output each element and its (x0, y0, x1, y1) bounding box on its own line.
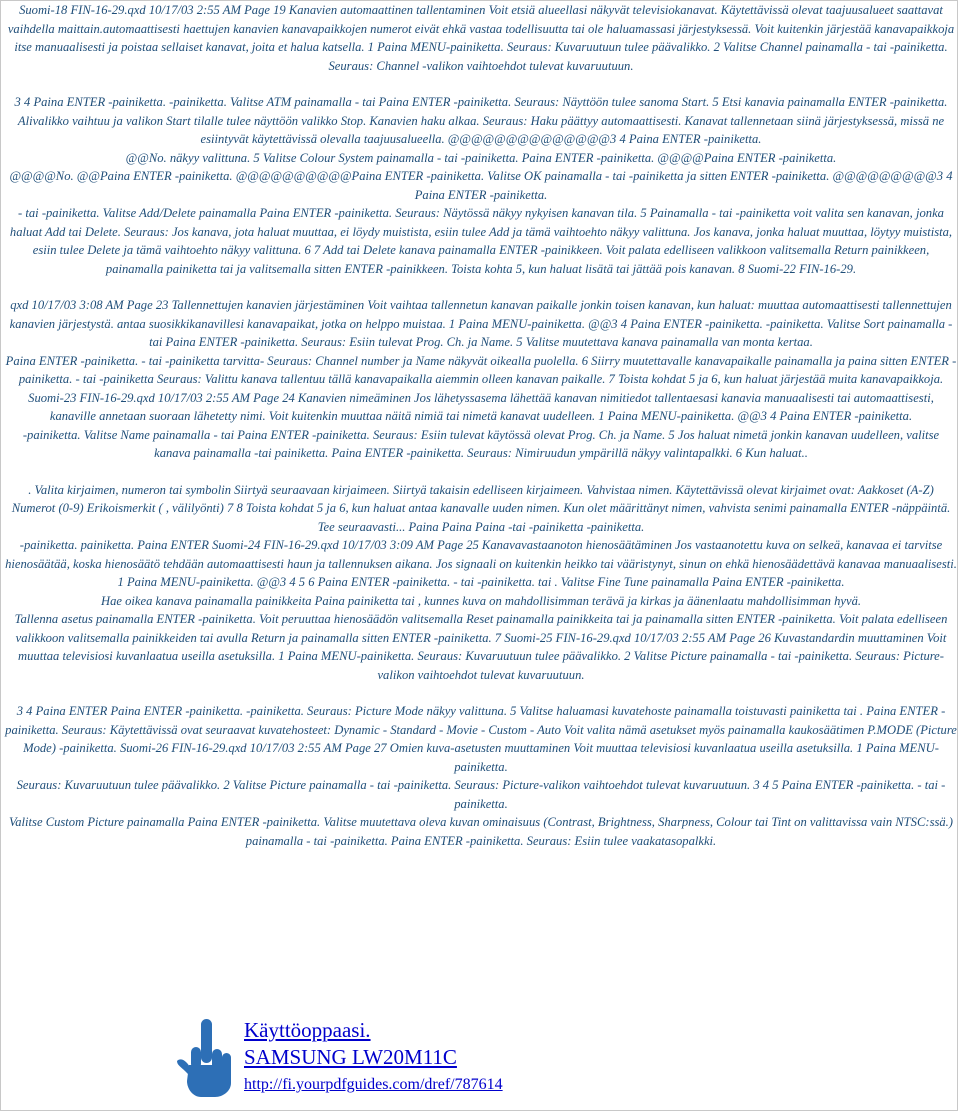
paragraph-2: 3 4 Paina ENTER -painiketta. -painiketta. Valitse ATM painamalla - tai Paina ENTER -painiketta. Seuraus: Näyttöön tulee sanoma Start. 5 Etsi kanavia painamalla ENTER -painiketta. Alivalikko vaihtuu ja valikon Start tilalle tulee näyttöön valikko Stop. Kanavien haku alkaa. Seuraus: Haku päättyy automaattisesti. Kanavat tallennetaan siinä järjestyksessä, missä ne esiintyvät käytettävissä olevalla taajuusalueella. @@@@@@@@@@@@@@3 4 Paina ENTER -painiketta. (14, 95, 948, 146)
model-link[interactable]: SAMSUNG LW20M11C (244, 1045, 457, 1069)
paragraph-11: -painiketta. painiketta. Paina ENTER Suomi-24 FIN-16-29.qxd 10/17/03 3:09 AM Page 25 Kanavavastaanoton hienosäätäminen Jos vastaanotettu kuva on selkeä, kanavaa ei tarvitse hienosäätää, koska hienosäätö tehdään automaattisesti haun ja tallennuksen aikana. Jos signaali on kuitenkin heikko tai vääristynyt, sinun on ehkä hienosäädettävä kanavaa manuaalisesti. (5, 538, 957, 571)
footer (171, 1013, 691, 1108)
paragraph-17: Valitse Custom Picture painamalla Paina ENTER -painiketta. Valitse muutettava oleva kuvan ominaisuus (Contrast, Brightness, Sharpness, Colour tai Tint on valittavissa vain NTSC:ssä.) painamalla - tai -painiketta. Paina ENTER -painiketta. Seuraus: Esiin tulee vaakatasopalkki. (8, 815, 954, 848)
paragraph-14: Tallenna asetus painamalla ENTER -painiketta. Voit peruuttaa hienosäädön valitsemalla Reset painamalla painikkeita tai ja painamalla sitten ENTER -painiketta. Voit palata edelliseen valikkoon valitsemalla painikkeiden tai avulla Return ja painamalla sitten ENTER -painiketta. 7 Suomi-25 FIN-16-29.qxd 10/17/03 2:55 AM Page 26 Kuvastandardin muuttaminen Voit muuttaa televisiosi kuvanlaatua useilla asetuksilla. 1 Paina MENU-painiketta. Seuraus: Kuvaruutuun tulee päävalikko. 2 Valitse Picture painamalla - tai -painiketta. Seuraus: Picture-valikon vaihtoehdot tulevat kuvaruutuun. (14, 612, 948, 682)
footer-links (244, 1013, 503, 1097)
paragraph-9: -painiketta. Valitse Name painamalla - tai Paina ENTER -painiketta. Seuraus: Esiin tulevat käytössä olevat Prog. Ch. ja Name. 5 Jos haluat nimetä jonkin kanavan uudelleen, valitse kanava painamalla -tai painiketta. Paina ENTER -painiketta. Seuraus: Nimiruudun ympärillä näkyy valintapalkki. 6 Kun haluat.. (22, 427, 940, 460)
hand-pointer-icon (171, 1017, 237, 1099)
paragraph-1: Suomi-18 FIN-16-29.qxd 10/17/03 2:55 AM Page 19 Kanavien automaattinen tallentaminen Voit etsiä alueellasi näkyvät televisiokanavat. Käytettävissä olevat taajuusalueet saattavat vaihdella maittain.automaattisesti haettujen kanavien kanavapaikkojen numerot eivät ehkä vastaa todellisuutta tai ole haluamassasi järjestyksessä. Voit kuitenkin järjestää kanavapaikkoja itse manuaalisesti ja poistaa sellaiset kanavat, joita et halua katsella. 1 Paina MENU-painiketta. Seuraus: Kuvaruutuun tulee päävalikko. 2 Valitse Channel painamalla - tai -painiketta. Seuraus: Channel -valikon vaihtoehdot tulevat kuvaruutuun. (7, 3, 955, 73)
manual-text (1, 1, 958, 850)
paragraph-16: Seuraus: Kuvaruutuun tulee päävalikko. 2 Valitse Picture painamalla - tai -painiketta. Seuraus: Picture-valikon vaihtoehdot tulevat kuvaruutuun. 3 4 5 Paina ENTER -painiketta. - tai -painiketta. (16, 778, 946, 811)
user-guide-link[interactable]: Käyttöoppaasi. (244, 1018, 371, 1042)
paragraph-3: @@No. näkyy valittuna. 5 Valitse Colour System painamalla - tai -painiketta. Paina ENTER -painiketta. @@@@Paina ENTER -painiketta. (125, 150, 837, 165)
paragraph-10: . Valita kirjaimen, numeron tai symbolin Siirtyä seuraavaan kirjaimeen. Siirtyä takaisin edelliseen kirjaimeen. Vahvistaa nimen. Käytettävissä olevat kirjaimet ovat: Aakkoset (A-Z) Numerot (0-9) Erikoismerkit ( , välilyönti) 7 8 Toista kohdat 5 ja 6, kun haluat antaa kanavalle uuden nimen. Kun olet määrittänyt nimen, vahvista senimi painamalla ENTER -näppäintä. Tee seuraavasti... Paina Paina Paina -tai -painiketta -painiketta. (11, 482, 951, 534)
paragraph-4: @@@@No. @@Paina ENTER -painiketta. @@@@@@@@@@Paina ENTER -painiketta. Valitse OK painamalla - tai -painiketta ja sitten ENTER -painiketta. @@@@@@@@@3 4 Paina ENTER -painiketta. (9, 169, 953, 202)
paragraph-7: Paina ENTER -painiketta. - tai -painiketta tarvitta- Seuraus: Channel number ja Name näkyvät oikealla puolella. 6 Siirry muutettavalle kanavapaikalle painamalla ja paina sitten ENTER -painiketta. - tai -painiketta Seuraus: Valittu kanava tallentuu tällä kanavapaikalla aiemmin olleen kanavan paikalle. 7 Toista kohdat 5 ja 6, kun haluat järjestää muita kanavapaikkoja. (5, 353, 957, 386)
source-url-link[interactable]: http://fi.yourpdfguides.com/dref/787614 (244, 1076, 503, 1093)
paragraph-8: Suomi-23 FIN-16-29.qxd 10/17/03 2:55 AM Page 24 Kanavien nimeäminen Jos lähetyssasema lähettää kanavan nimitiedot tallentaesasi kanavia manuaalisesti tai automaattisesti, kanaville annetaan suoraan lähetetty nimi. Voit kuitenkin muuttaa näitä nimiä tai nimetä kanavat uudelleen. 1 Paina MENU-painiketta. @@3 4 Paina ENTER -painiketta. (28, 390, 934, 423)
paragraph-12: 1 Paina MENU-painiketta. @@3 4 5 6 Paina ENTER -painiketta. - tai -painiketta. tai . Valitse Fine Tune painamalla Paina ENTER -painiketta. (117, 575, 845, 589)
paragraph-15: 3 4 Paina ENTER Paina ENTER -painiketta. -painiketta. Seuraus: Picture Mode näkyy valittuna. 5 Valitse haluamasi kuvatehoste painamalla toistuvasti painiketta tai . Paina ENTER -painiketta. Seuraus: Käytettävissä ovat seuraavat kuvatehosteet: Dynamic - Standard - Movie - Custom - Auto Voit valita nämä asetukset myös painamalla kaukosäätimen P.MODE (Picture Mode) -painiketta. Suomi-26 FIN-16-29.qxd 10/17/03 2:55 AM Page 27 Omien kuva-asetusten muuttaminen Voit muuttaa televisiosi kuvanlaatua useilla asetuksilla. 1 Paina MENU-painiketta. (5, 704, 957, 774)
paragraph-6: qxd 10/17/03 3:08 AM Page 23 Tallennettujen kanavien järjestäminen Voit vaihtaa tallennetun kanavan paikalle jonkin toisen kanavan, kun haluat: muuttaa automaattisesti tallennettujen kanavien järjestystä. antaa suosikkikanavillesi kanavapaikat, jotka on helppo muistaa. 1 Paina MENU-painiketta. @@3 4 Paina ENTER -painiketta. -painiketta. Valitse Sort painamalla - tai Paina ENTER -painiketta. Seuraus: Esiin tulevat Prog. Ch. ja Name. 5 Valitse muutettava kanava painamalla van monta kertaa. (9, 298, 953, 349)
paragraph-13: Hae oikea kanava painamalla painikkeita Paina painiketta tai , kunnes kuva on mahdollisimman terävä ja kirkas ja äänenlaatu mahdollisimman hyvä. (100, 593, 862, 608)
paragraph-5: - tai -painiketta. Valitse Add/Delete painamalla Paina ENTER -painiketta. Seuraus: Näytössä näkyy nykyisen kanavan tila. 5 Painamalla - tai -painiketta voit valita sen kanavan, jonka haluat Add tai Delete. Seuraus: Jos kanava, jota haluat muuttaa, ei löydy muistista, esiin tulee Add ja tämä vaihtoehto näkyy valittuna. Jos kanava, jonka haluat muuttaa, löytyy muistista, esiin tulee Delete ja tämä vaihtoehto näkyy valittuna. 6 7 Add tai Delete kanava painamalla ENTER -painikkeen. Voit palata edelliseen valikkoon valitsemalla Return painikkeen, painamalla painiketta tai ja valitsemalla sitten ENTER -painikkeen. Toista kohta 5, kun haluat lisätä tai jättää pois kanavan. 8 Suomi-22 FIN-16-29. (9, 206, 953, 276)
